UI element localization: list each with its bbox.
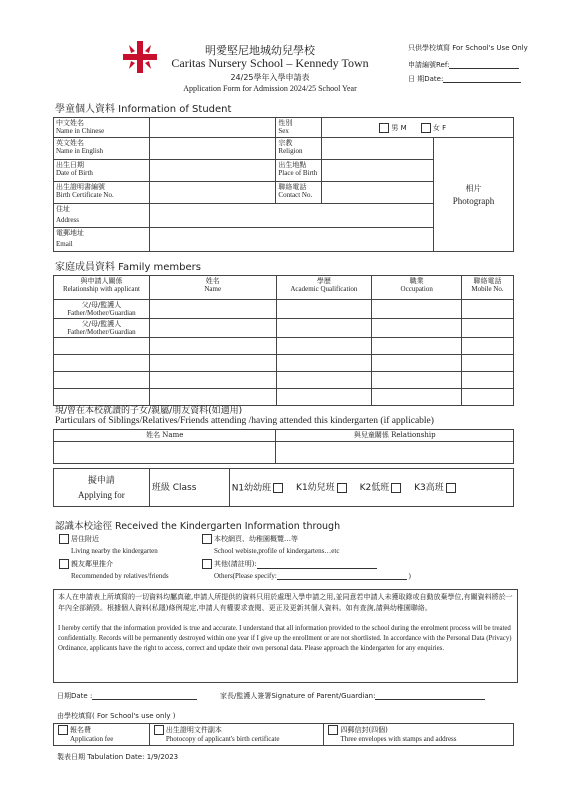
name-cn-label: 中文姓名 Name in Chinese — [54, 118, 150, 138]
family-occupation-cell[interactable] — [372, 300, 462, 319]
contact-label: 聯絡電話 Contact No. — [276, 182, 322, 204]
recommended-checkbox[interactable] — [59, 559, 69, 569]
class-k2-checkbox[interactable] — [391, 483, 401, 493]
name-en-input[interactable] — [149, 138, 276, 160]
dob-input[interactable] — [149, 160, 276, 182]
family-name-cell[interactable] — [149, 338, 276, 355]
religion-label: 宗教 Religion — [276, 138, 322, 160]
class-label: 班級 Class — [149, 469, 229, 507]
source-section-title: 認識本校途徑 Received the Kindergarten Information through — [55, 521, 341, 532]
family-section-title: 家庭成員資料 Family members — [55, 262, 201, 273]
family-occupation-cell[interactable] — [372, 372, 462, 389]
male-checkbox[interactable] — [379, 123, 389, 133]
address-label: 住址 Address — [54, 204, 150, 228]
pob-label: 出生地點 Place of Birth — [276, 160, 322, 182]
email-label: 電郵地址 Email — [54, 228, 150, 252]
family-mobile-cell[interactable] — [462, 355, 514, 372]
school-use-envelopes: 四郵信封(四個) Three envelopes with stamps and address — [324, 724, 514, 746]
family-relationship-cell[interactable]: 父/母/監護人 Father/Mother/Guardian — [54, 319, 150, 338]
tabulation-date: 製表日期 Tabulation Date: 1/9/2023 — [57, 753, 179, 761]
applying-label: 擬申請 Applying for — [54, 469, 150, 507]
name-en-label: 英文姓名 Name in English — [54, 138, 150, 160]
ref-field[interactable]: 申請編號Ref: — [408, 61, 519, 69]
dob-label: 出生日期 Date of Birth — [54, 160, 150, 182]
student-table — [53, 117, 514, 252]
cert-label: 出生證明書編號 Birth Certificate No. — [54, 182, 150, 204]
school-use-birth-cert: 出生證明文件副本 Photocopy of applicant's birth certificate — [149, 724, 324, 746]
name-cn-input[interactable] — [149, 118, 276, 138]
source-option-nearby: 居住附近 Living nearby the kindergarten — [57, 534, 158, 555]
class-options — [229, 469, 513, 507]
school-use-table — [53, 723, 514, 746]
applying-table — [53, 468, 514, 507]
family-occupation-cell[interactable] — [372, 319, 462, 338]
sibling-relation-input[interactable] — [276, 442, 514, 464]
family-header-row — [54, 276, 514, 300]
family-occupation-cell[interactable] — [372, 355, 462, 372]
family-qualification-cell[interactable] — [276, 300, 372, 319]
class-n1-checkbox[interactable] — [273, 483, 283, 493]
photo-box — [434, 138, 514, 252]
family-header-mobile: 聯絡電話 Mobile No. — [462, 276, 514, 300]
family-relationship-cell[interactable] — [54, 338, 150, 355]
contact-input[interactable] — [322, 182, 434, 204]
form-title-zh: 24/25學年入學申請表 — [230, 73, 310, 82]
family-header-relationship: 與申請人關係 Relationship with applicant — [54, 276, 150, 300]
pob-input[interactable] — [322, 160, 434, 182]
declaration-en: I hereby certify that the information provided is true and accurate. I understand that all information provided to the school during the enrolment process will be treated confidentially. Records will be permanently destroyed within one year if I give up the enrollment or are not shortlisted. In accordance with the Personal Data (Privacy) Ordinance, applicants have the right to access, correct and update their own personal data. Please approach the kindergarten for any enquiries. — [58, 625, 512, 652]
family-name-cell[interactable] — [149, 300, 276, 319]
class-k3-checkbox[interactable] — [446, 483, 456, 493]
form-title-en: Application Form for Admission 2024/25 School Year — [183, 84, 357, 93]
email-input[interactable] — [149, 228, 433, 252]
siblings-title-zh: 現/曾在本校就讀的子女/親屬/朋友資料(如適用) — [55, 406, 243, 416]
family-name-cell[interactable] — [149, 355, 276, 372]
family-name-cell[interactable] — [149, 319, 276, 338]
religion-input[interactable] — [322, 138, 434, 160]
class-option-n1: N1幼幼班 — [231, 483, 272, 493]
school-name-en: Caritas Nursery School – Kennedy Town — [171, 56, 369, 70]
declaration-zh: 本人在申請表上所填寫的一切資料均屬真確,申請人所提供的資料只用於處理入學申請之用,並同意若申請人未獲取錄或自動放棄學位,有關資料將於一年內全部銷毀。根據個人資料(私隱)條例規定,申請人有權要求查閱、更正及更新其個人資料。如有查詢,請與幼稚園聯絡。 — [58, 593, 513, 612]
student-section-title: 學童個人資料 Information of Student — [55, 104, 232, 115]
others-specify-input[interactable] — [277, 579, 407, 580]
female-checkbox[interactable] — [421, 123, 431, 133]
family-table — [53, 275, 514, 406]
family-row — [54, 338, 514, 355]
nearby-checkbox[interactable] — [59, 534, 69, 544]
male-label: 男 M — [391, 123, 407, 132]
parent-signature-field[interactable]: 家長/監護人簽署Signature of Parent/Guardian: — [220, 692, 485, 700]
family-relationship-cell[interactable] — [54, 372, 150, 389]
photo-label-en: Photograph — [452, 195, 495, 206]
school-use-fee: 報名費 Application fee — [54, 724, 150, 746]
family-relationship-cell[interactable] — [54, 355, 150, 372]
declaration-box — [53, 589, 518, 683]
birth-cert-checkbox[interactable] — [154, 725, 164, 735]
female-label: 女 F — [432, 123, 447, 132]
others-checkbox[interactable] — [202, 559, 212, 569]
photo-label-zh: 相片 — [465, 183, 482, 193]
family-mobile-cell[interactable] — [462, 338, 514, 355]
office-date-field[interactable]: 日 期Date: — [408, 75, 521, 83]
family-mobile-cell[interactable] — [462, 372, 514, 389]
family-header-qualification: 學歷 Academic Qualification — [276, 276, 372, 300]
family-relationship-cell[interactable]: 父/母/監護人 Father/Mother/Guardian — [54, 300, 150, 319]
family-row — [54, 300, 514, 319]
family-mobile-cell[interactable] — [462, 300, 514, 319]
family-qualification-cell[interactable] — [276, 355, 372, 372]
siblings-title-en: Particulars of Siblings/Relatives/Friends attending /having attended this kindergarten (if applicable) — [55, 416, 434, 426]
class-option-k2: K2低班 — [359, 483, 390, 493]
family-qualification-cell[interactable] — [276, 389, 372, 406]
source-option-others: 其他(請註明): Others(Please specify: ) — [200, 559, 411, 580]
class-k1-checkbox[interactable] — [337, 483, 347, 493]
family-qualification-cell[interactable] — [276, 372, 372, 389]
office-use-title: 只供學校填寫 For School's Use Only — [408, 44, 528, 52]
caritas-logo — [123, 41, 157, 73]
fee-checkbox[interactable] — [58, 725, 68, 735]
sex-options — [322, 118, 514, 138]
family-occupation-cell[interactable] — [372, 389, 462, 406]
address-input[interactable] — [149, 204, 433, 228]
family-qualification-cell[interactable] — [276, 338, 372, 355]
family-occupation-cell[interactable] — [372, 338, 462, 355]
envelopes-checkbox[interactable] — [328, 725, 338, 735]
sex-label: 性別 Sex — [276, 118, 322, 138]
family-row — [54, 355, 514, 372]
sign-date-field[interactable]: 日期Date : — [57, 692, 197, 700]
sibling-name-input[interactable] — [54, 442, 276, 464]
siblings-name-header: 姓名 Name — [54, 430, 276, 442]
siblings-relation-header: 與兒童關係 Relationship — [276, 430, 514, 442]
class-option-k3: K3高班 — [414, 483, 444, 493]
class-option-k1: K1幼兒班 — [296, 483, 335, 493]
family-mobile-cell[interactable] — [462, 319, 514, 338]
school-name-zh: 明愛堅尼地城幼兒學校 — [205, 44, 315, 57]
family-row — [54, 372, 514, 389]
source-option-website: 本校網頁、幼稚園概覽…等 School webiste,profile of kindergartens…etc — [200, 534, 339, 555]
family-header-name: 姓名 Name — [149, 276, 276, 300]
siblings-table — [53, 429, 514, 464]
family-mobile-cell[interactable] — [462, 389, 514, 406]
website-checkbox[interactable] — [202, 534, 212, 544]
family-row — [54, 319, 514, 338]
source-option-recommended: 親友鄰里推介 Recommended by relatives/friends — [57, 559, 169, 580]
family-header-occupation: 職業 Occupation — [372, 276, 462, 300]
cert-input[interactable] — [149, 182, 276, 204]
family-qualification-cell[interactable] — [276, 319, 372, 338]
school-use-title: 由學校填寫( For School's use only ) — [57, 712, 176, 720]
family-name-cell[interactable] — [149, 372, 276, 389]
